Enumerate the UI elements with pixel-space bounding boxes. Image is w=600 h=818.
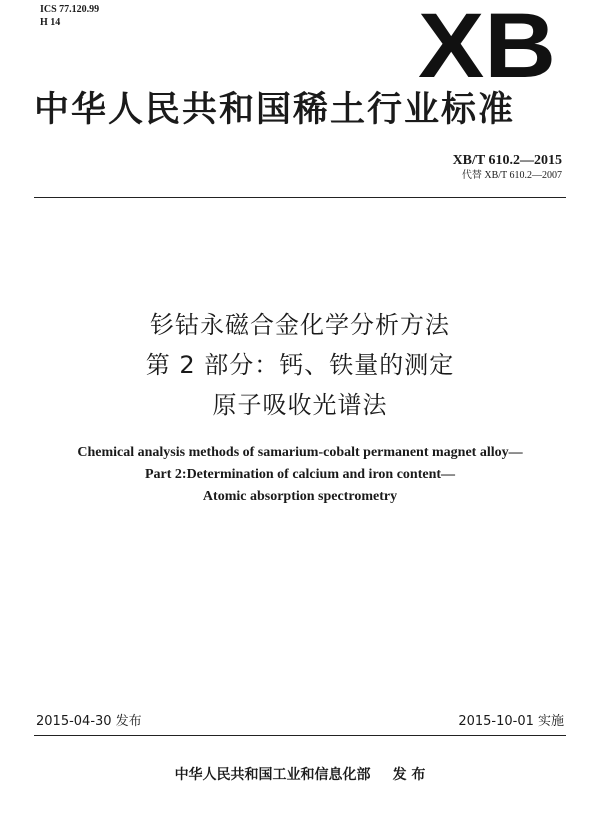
replaces-standard: 代替 XB/T 610.2—2007 [461, 170, 562, 181]
issuer-action: 发 布 [392, 767, 426, 783]
top-divider [34, 197, 566, 198]
standard-number: XB/T 610.2—2015 [452, 153, 562, 168]
title-cn-line-2: 第 2 部分：钙、铁量的测定 [145, 351, 455, 379]
title-en-line-1: Chemical analysis methods of samarium-cobalt permanent magnet alloy— [77, 445, 523, 460]
title-cn-line-3: 原子吸收光谱法 [212, 391, 388, 419]
title-en-line-3: Atomic absorption spectrometry [202, 489, 398, 504]
issuer-name: 中华人民共和国工业和信息化部 [174, 767, 371, 783]
implementation-date: 2015-10-01 实施 [458, 714, 564, 729]
ccs-code: H 14 [40, 17, 61, 28]
classification-codes [40, 3, 99, 29]
xb-logo: XB [418, 0, 557, 97]
bottom-divider [34, 735, 566, 736]
ics-code: ICS 77.120.99 [40, 4, 100, 15]
title-cn-line-1: 钐钴永磁合金化学分析方法 [150, 311, 450, 339]
title-en-line-2: Part 2:Determination of calcium and iron content— [144, 467, 456, 482]
issue-date: 2015-04-30 发布 [36, 714, 142, 729]
industry-standard-title: 中华人民共和国稀土行业标准 [34, 90, 516, 130]
standard-number-block [453, 153, 562, 182]
issuer-line [0, 765, 600, 785]
